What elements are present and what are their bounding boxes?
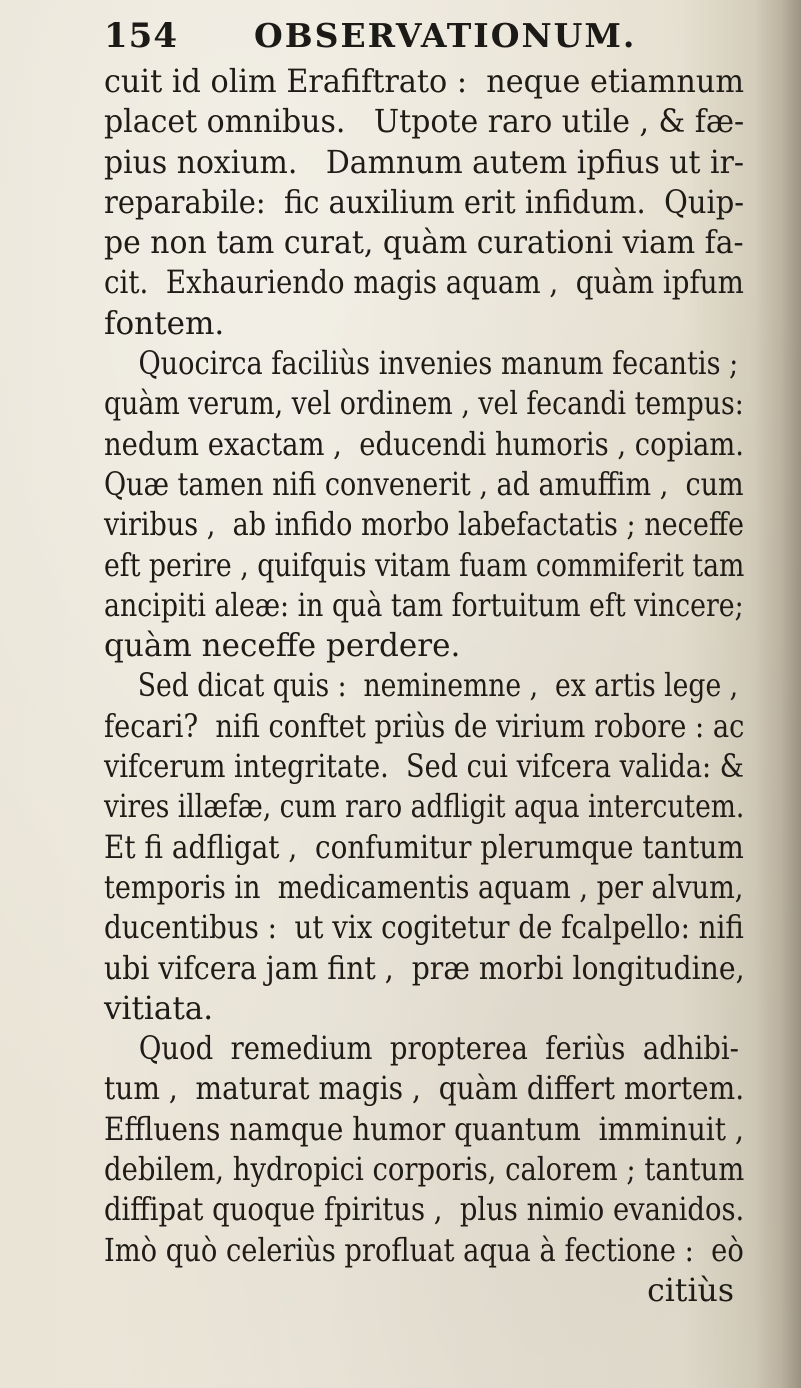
text-line: fontem.: [104, 305, 225, 342]
text-line: citiùs: [647, 1272, 734, 1309]
text-line: vires illæfæ, cum raro adfligit aqua intercutem.: [104, 789, 745, 826]
text-line: eft perire , quifquis vitam fuam commiferit tam: [104, 547, 745, 584]
text-line: Effluens namque humor quantum imminuit ,: [104, 1111, 744, 1148]
text-line: diffipat quoque fpiritus , plus nimio evanidos.: [104, 1192, 745, 1229]
text-line: tum , maturat magis , quàm differt mortem.: [104, 1071, 745, 1108]
text-line: pius noxium. Damnum autem ipfius ut ir-: [104, 144, 744, 181]
text-line: Et fi adfligat , confumitur plerumque tantum: [104, 829, 744, 866]
text-line: temporis in medicamentis aquam , per alvum,: [104, 869, 744, 906]
text-line: Quod remedium propterea feriùs adhibi-: [138, 1031, 739, 1068]
text-line: fecari? nifi conftet priùs de virium robore : ac: [104, 708, 745, 745]
text-line: vifcerum integritate. Sed cui vifcera valida: &: [104, 749, 744, 786]
text-line: nedum exactam , educendi humoris , copiam.: [104, 426, 744, 463]
running-head: OBSERVATIONUM.: [254, 16, 637, 55]
text-line: Quæ tamen nifi convenerit , ad amuffim , cum: [104, 466, 744, 503]
text-line: Imò quò celeriùs profluat aqua à fectione : eò: [104, 1232, 744, 1269]
text-line: quàm verum, vel ordinem , vel fecandi tempus:: [104, 386, 744, 423]
text-line: reparabile: fic auxilium erit infidum. Quip-: [104, 184, 744, 221]
text-line: Sed dicat quis : neminemne , ex artis lege ,: [137, 668, 739, 705]
text-line: Quocirca faciliùs invenies manum fecantis ;: [138, 346, 739, 383]
text-line: quàm neceffe perdere.: [104, 628, 461, 665]
page-number: 154: [104, 16, 178, 56]
text-line: ubi vifcera jam fint , præ morbi longitudine,: [104, 950, 745, 987]
page-header: [104, 14, 704, 58]
text-line: ancipiti aleæ: in quà tam fortuitum eft vincere;: [104, 587, 744, 624]
text-line: vitiata.: [104, 990, 214, 1027]
text-line: pe non tam curat, quàm curationi viam fa-: [104, 225, 744, 262]
text-line: viribus , ab infido morbo labefactatis ; neceffe: [104, 507, 745, 544]
text-line: placet omnibus. Utpote raro utile , & fæ-: [104, 104, 745, 141]
text-line: debilem, hydropici corporis, calorem ; tantum: [104, 1152, 745, 1189]
text-line: ducentibus : ut vix cogitetur de fcalpello: nifi: [104, 910, 744, 947]
text-line: cit. Exhauriendo magis aquam , quàm ipfum: [104, 265, 744, 302]
text-line: cuit id olim Erafiftrato : neque etiamnum: [104, 64, 745, 100]
body-text: [104, 62, 754, 1311]
page-edge-shadow: [755, 0, 801, 1388]
